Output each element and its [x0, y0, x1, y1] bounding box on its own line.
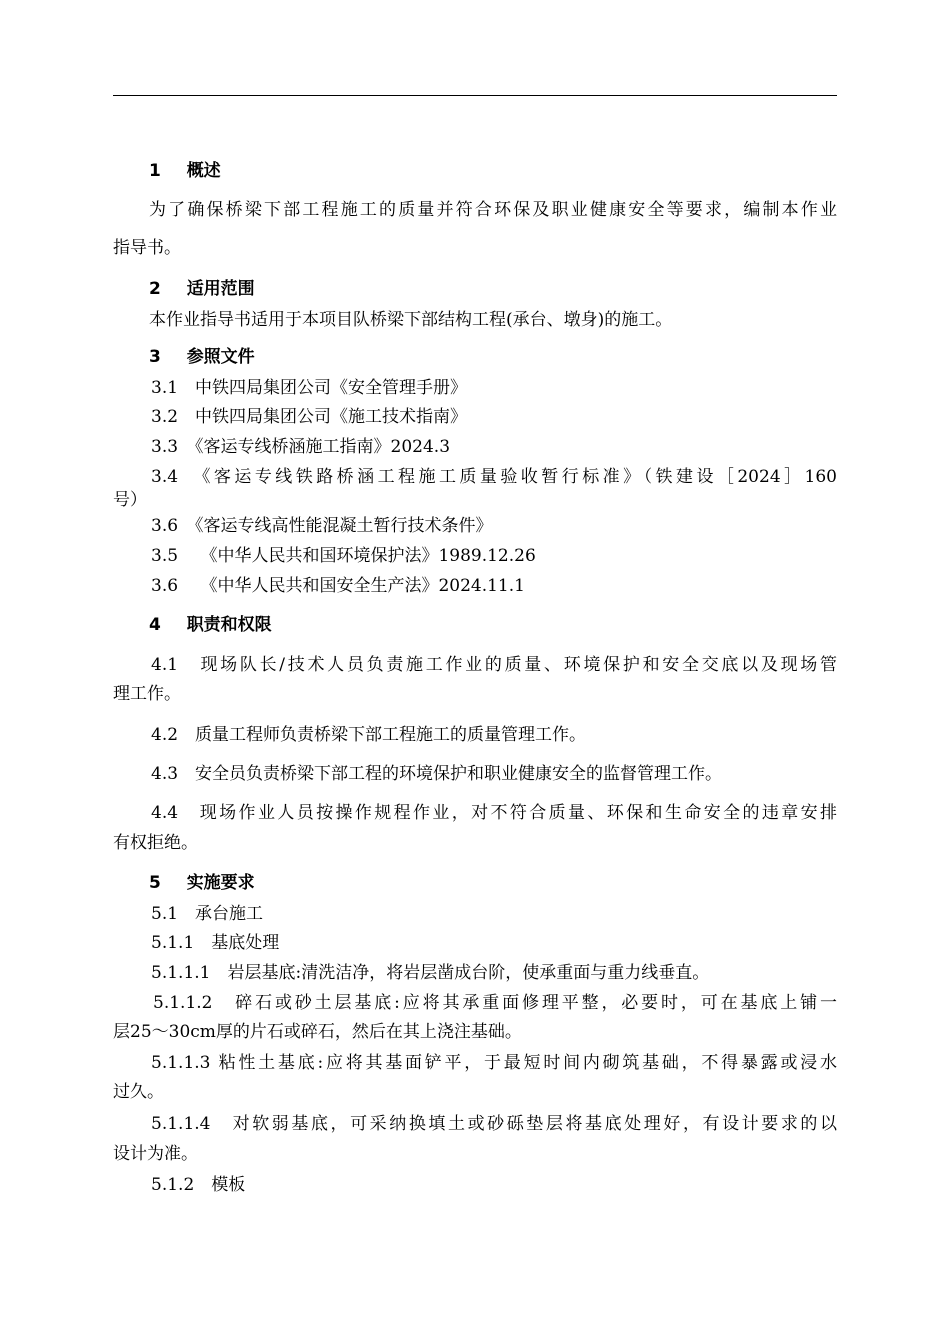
reference-item: 3.6 《客运专线高性能混凝土暂行技术条件》	[151, 516, 493, 536]
duty-item-continuation: 有权拒绝。	[113, 833, 198, 853]
reference-item: 3.6 《中华人民共和国安全生产法》2024.11.1	[151, 576, 525, 596]
requirement-item: 5.1.1.3 粘性土基底:应将其基面铲平，于最短时间内砌筑基础，不得暴露或浸水	[151, 1053, 837, 1073]
subsection-title: 5.1.1 基底处理	[151, 933, 280, 953]
section-4-number: 4	[149, 615, 161, 635]
requirement-item: 5.1.1.4 对软弱基底，可采纳换填土或砂砾垫层将基底处理好，有设计要求的以	[151, 1114, 837, 1134]
header-rule	[113, 95, 837, 96]
requirement-item: 5.1.1.1 岩层基底:清洗洁净，将岩层凿成台阶，使承重面与重力线垂直。	[151, 963, 710, 983]
section-1-number: 1	[149, 161, 161, 181]
subsection-title: 5.1.2 模板	[151, 1175, 246, 1195]
requirement-item-continuation: 层25～30cm厚的片石或碎石，然后在其上浇注基础。	[113, 1022, 522, 1042]
section-2-title: 适用范围	[186, 279, 255, 299]
section-4-title: 职责和权限	[186, 615, 272, 635]
section-2-number: 2	[149, 279, 161, 299]
requirement-item-continuation: 过久。	[113, 1082, 164, 1102]
duty-item: 4.1 现场队长/技术人员负责施工作业的质量、环境保护和安全交底以及现场管	[151, 655, 837, 675]
section-5-heading	[149, 872, 255, 894]
section-1-paragraph-line-1: 为了确保桥梁下部工程施工的质量并符合环保及职业健康安全等要求，编制本作业	[149, 200, 837, 220]
section-5-title: 实施要求	[186, 873, 255, 893]
section-5-number: 5	[149, 873, 161, 893]
section-3-number: 3	[149, 347, 161, 367]
duty-item: 4.4 现场作业人员按操作规程作业，对不符合质量、环保和生命安全的违章安排	[151, 803, 837, 823]
section-2-paragraph: 本作业指导书适用于本项目队桥梁下部结构工程(承台、墩身)的施工。	[149, 310, 673, 330]
reference-item: 3.2 中铁四局集团公司《施工技术指南》	[151, 407, 468, 427]
duty-item: 4.3 安全员负责桥梁下部工程的环境保护和职业健康安全的监督管理工作。	[151, 764, 723, 784]
section-1-heading	[149, 160, 221, 182]
reference-item: 3.1 中铁四局集团公司《安全管理手册》	[151, 378, 468, 398]
section-3-heading	[149, 346, 255, 368]
section-4-heading	[149, 614, 272, 636]
section-2-heading	[149, 278, 255, 300]
duty-item-continuation: 理工作。	[113, 684, 181, 704]
subsection-title: 5.1 承台施工	[151, 904, 264, 924]
reference-item: 3.3 《客运专线桥涵施工指南》2024.3	[151, 437, 451, 457]
requirement-item-continuation: 设计为准。	[113, 1144, 198, 1164]
section-1-title: 概述	[186, 161, 221, 181]
requirement-item: 5.1.1.2 碎石或砂土层基底:应将其承重面修理平整，必要时，可在基底上铺一	[153, 993, 837, 1013]
reference-item: 3.4 《客运专线铁路桥涵工程施工质量验收暂行标准》（铁建设［2024］160	[151, 467, 837, 487]
section-1-paragraph-line-2: 指导书。	[113, 238, 181, 258]
duty-item: 4.2 质量工程师负责桥梁下部工程施工的质量管理工作。	[151, 725, 587, 745]
reference-item-continuation: 号）	[113, 490, 147, 510]
section-3-title: 参照文件	[186, 347, 255, 367]
reference-item: 3.5 《中华人民共和国环境保护法》1989.12.26	[151, 546, 536, 566]
